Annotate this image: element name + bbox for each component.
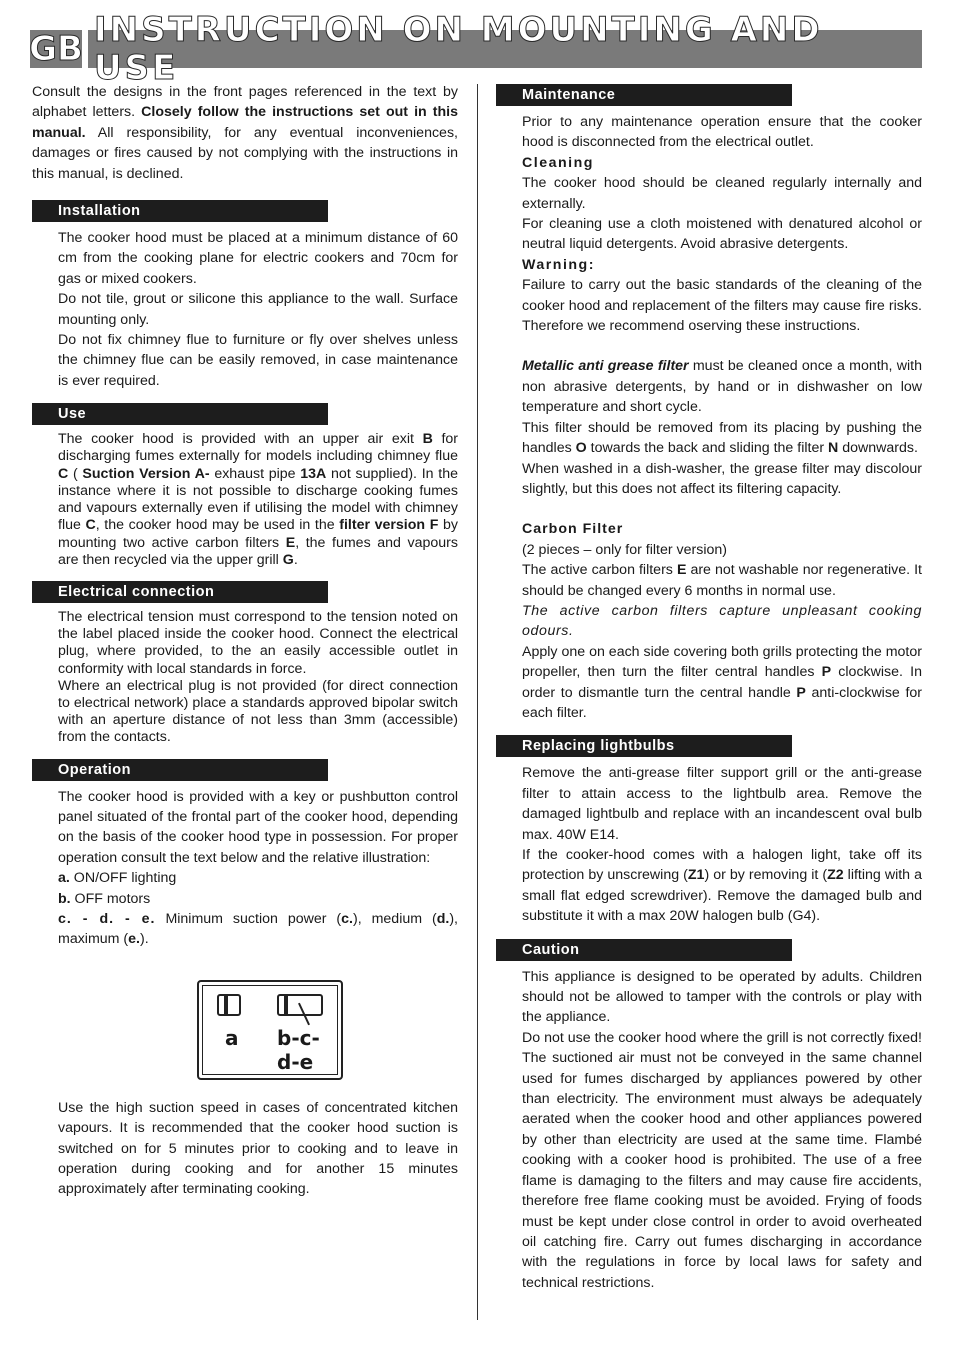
section-heading-installation: Installation — [32, 200, 328, 222]
caution-p2: Do not use the cooker hood where the grill is not correctly fixed! The suctioned air must not be conveyed in the same channel used for fumes discharged by appliances powered by other than electricity. The environment must always be adequately aerated when the cooker hood and other appliances powered by other than electricity are used at the same time. Flambé cooking with a cooker hood is prohibited. The use of a free flame is damaging to the filters and may cause fire accidents, therefore free flame cooking must be avoided. Frying of foods must be kept under close control in order to avoid overheated oil catching fire. Carry out fumes discharging in accordance with the regulations in force by local laws for safety and technical restrictions. — [522, 1029, 922, 1291]
bulbs-p1: Remove the anti-grease filter support grill or the anti-grease filter to attain access to the lightbulb area. Remove the damaged lightbulb and replace with an incandescent oval bulb max. 40W E14. — [522, 765, 922, 843]
item-key: d. — [436, 910, 450, 927]
spacer — [522, 499, 922, 519]
carbon-ref: E — [676, 562, 687, 579]
carbon-filter-paragraph — [522, 560, 922, 601]
operation-section — [58, 787, 458, 950]
language-code: GB — [29, 29, 83, 69]
removal-text: towards the back and sliding the filter — [586, 440, 829, 457]
item-key: b. — [58, 890, 71, 907]
intro-text-end: All responsibility, for any eventual inconveniences, damages or fires caused by not complying with the instructions in this manual, is declined. — [32, 124, 458, 182]
section-heading-lightbulbs: Replacing lightbulbs — [496, 735, 792, 757]
cleaning-label: Cleaning — [522, 154, 594, 171]
carbon-filter-subtitle: (2 pieces – only for filter version) — [522, 541, 728, 558]
use-text: by mounting two active carbon filters — [58, 517, 458, 551]
halogen-ref: Z1 — [687, 867, 705, 884]
halogen-text: lifting with a small flat edged screwdriver). Remove the damaged bulb and substitute it with a max 20W halogen bulb (G4). — [522, 867, 922, 925]
use-text: , the cooker hood may be used in the — [95, 517, 340, 534]
section-heading-caution: Caution — [496, 939, 792, 961]
item-text: ON/OFF lighting — [69, 870, 177, 887]
filter-removal-paragraph — [522, 418, 922, 459]
use-section — [58, 431, 458, 569]
removal-text: downwards. — [838, 440, 918, 457]
use-text: not supplied). In the instance where it is not possible to discharge cooking fumes and vapours externally even if utilising the model with chimney flue — [58, 465, 458, 534]
right-column — [496, 82, 922, 1293]
warning-label: Warning: — [522, 256, 595, 273]
installation-p1: The cooker hood must be placed at a minimum distance of 60 cm from the cooking plane for electric cookers and 70cm for gas or mixed cookers. — [58, 230, 458, 287]
halogen-paragraph — [522, 845, 922, 927]
motor-switch-icon — [277, 994, 323, 1016]
removal-text: This filter should be removed from its placing by pushing the handles — [522, 419, 922, 457]
carbon-filter-label: Carbon Filter — [522, 521, 624, 538]
section-heading-electrical: Electrical connection — [32, 581, 328, 603]
metal-filter-term: Metallic anti grease filter — [522, 358, 689, 375]
spacer — [522, 336, 922, 356]
item-text: OFF motors — [70, 890, 151, 907]
control-panel-illustration — [82, 980, 458, 1080]
use-ref: G — [282, 551, 294, 568]
maintenance-p6: When washed in a dish-washer, the grease filter may discolour slightly, but this does not affect its filtering capacity. — [522, 460, 922, 497]
use-text: for discharging fumes externally for models including chimney flue — [58, 431, 459, 465]
section-heading-use: Use — [32, 403, 328, 425]
electrical-p2: Where an electrical plug is not provided (for direct connection to electrical network) place a standards approved bipolar switch with an aperture distance of not less than 3mm (accessible) from the contacts. — [58, 677, 458, 746]
apply-ref: P — [821, 664, 832, 681]
metal-filter-paragraph — [522, 356, 922, 417]
electrical-section — [58, 609, 458, 747]
use-text: ( — [68, 465, 83, 482]
carbon-filter-italic: The active carbon filters capture unpleasant cooking odours. — [522, 602, 922, 640]
electrical-p1: The electrical tension must correspond to the tension noted on the label placed inside the cooker hood. Connect the electrical plug, where provided, to the an easily accessible outlet in conformity with local standards in force. — [58, 608, 458, 677]
item-text: ). — [140, 931, 149, 948]
operation-item-b — [58, 889, 458, 909]
section-heading-operation: Operation — [32, 759, 328, 781]
maintenance-section — [522, 112, 922, 723]
panel-label-a: a — [225, 1025, 239, 1050]
maintenance-p2: The cooker hood should be cleaned regularly internally and externally. — [522, 175, 922, 212]
use-text: . — [293, 551, 298, 568]
carbon-text: are not washable nor regenerative. It should be changed every 6 months in normal use. — [522, 562, 922, 599]
installation-section — [58, 228, 458, 391]
intro-emphasis: Closely follow the instructions set out in this manual. — [32, 104, 458, 141]
use-ref: Suction Version A- — [82, 465, 210, 482]
metal-filter-text: must be cleaned once a month, with non abrasive detergents, by hand or in dishwasher on low temperature and short cycle. — [522, 358, 922, 416]
light-switch-icon — [217, 994, 241, 1016]
installation-p3: Do not fix chimney flue to furniture or fly over shelves unless the chimney flue can be easily removed, in case maintenance is ever required. — [58, 332, 458, 389]
maintenance-p4: Failure to carry out the basic standards of the cleaning of the cooker hood and replacement of the filters may cause fire risks. Therefore we recommend oserving these instructions. — [522, 277, 922, 335]
intro-paragraph — [32, 82, 458, 184]
panel-label-bcde: b-c-d-e — [277, 1025, 320, 1074]
lightbulbs-section — [522, 763, 922, 926]
use-ref: B — [422, 431, 433, 448]
caution-p1: This appliance is designed to be operated by adults. Children should not be allowed to tamper with the controls or play with the appliance. — [522, 968, 922, 1026]
maintenance-p1: Prior to any maintenance operation ensure that the cooker hood is disconnected from the electrical outlet. — [522, 114, 922, 151]
item-text: ), medium ( — [352, 910, 437, 927]
apply-ref: P — [796, 684, 806, 701]
page-header — [29, 10, 922, 88]
use-ref: C — [58, 465, 69, 482]
maintenance-p3: For cleaning use a cloth moistened with denatured alcohol or neutral liquid detergents. Avoid abrasive detergents. — [522, 216, 922, 253]
halogen-ref: Z2 — [827, 867, 844, 884]
apply-text: anti-clockwise for each filter. — [522, 684, 923, 721]
operation-item-cde — [58, 909, 458, 950]
apply-text: Apply one on each side covering both grills protecting the motor propeller, then turn the filter central handles — [522, 643, 922, 681]
item-key: c. - d. - e. — [58, 910, 156, 927]
use-ref: C — [85, 517, 96, 534]
operation-p1: The cooker hood is provided with a key or pushbutton control panel situated of the frontal part of the cooker hood, depending on the basis of the cooker hood type in possession. For proper operation consult the text below and the relative illustration: — [58, 788, 458, 866]
apply-filter-paragraph — [522, 642, 922, 724]
operation-item-a — [58, 868, 458, 888]
use-ref: 13A — [300, 465, 327, 482]
intro-text: Consult the designs in the front pages referenced in the text by alphabet letters. — [32, 84, 458, 121]
halogen-text: ) or by removing it ( — [704, 867, 828, 884]
operation-closing — [58, 1098, 458, 1200]
apply-text: clockwise. In order to dismantle turn the central handle — [522, 664, 922, 701]
use-ref: filter version F — [339, 517, 439, 534]
section-heading-maintenance: Maintenance — [496, 84, 792, 106]
use-paragraph — [58, 431, 458, 569]
left-column — [32, 82, 458, 1200]
item-text: ), maximum ( — [58, 910, 458, 948]
item-key: e. — [128, 931, 140, 948]
operation-p-last: Use the high suction speed in cases of concentrated kitchen vapours. It is recommended that the cooker hood suction is switched on for 5 minutes prior to cooking and to leave in operation during cooking and for another 15 minutes approximately after terminating cooking. — [58, 1099, 458, 1198]
item-key: c. — [341, 910, 353, 927]
control-panel-diagram — [197, 980, 343, 1080]
item-text: Minimum suction power ( — [155, 910, 342, 927]
use-ref: E — [285, 534, 296, 551]
halogen-text: If the cooker-hood comes with a halogen light, take off its protection by unscrewing ( — [522, 847, 922, 884]
removal-ref: O — [575, 440, 587, 457]
use-text: , the fumes and vapours are then recycled via the upper grill — [58, 534, 458, 568]
item-key: a. — [58, 870, 70, 887]
removal-ref: N — [828, 440, 839, 457]
caution-section — [522, 967, 922, 1294]
installation-p2: Do not tile, grout or silicone this appliance to the wall. Surface mounting only. — [58, 291, 458, 328]
page-title: INSTRUCTION ON MOUNTING AND USE — [88, 30, 922, 68]
use-text: The cooker hood is provided with an upper air exit — [58, 431, 423, 448]
column-divider — [477, 84, 478, 1320]
carbon-text: The active carbon filters — [522, 562, 677, 579]
use-text: exhaust pipe — [209, 465, 301, 482]
